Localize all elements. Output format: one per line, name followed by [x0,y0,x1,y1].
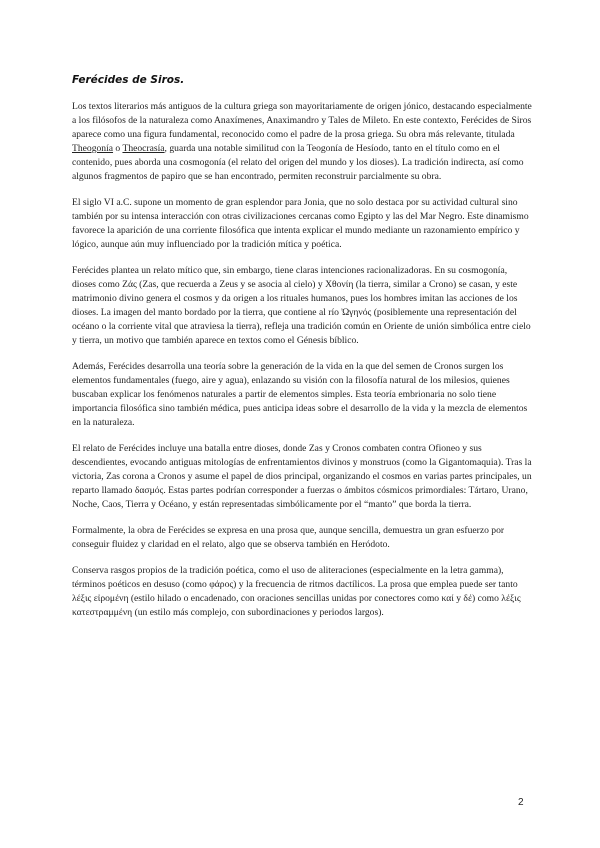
paragraph-1 [72,100,532,184]
paragraph-7: Conserva rasgos propios de la tradición poética, como el uso de aliteraciones (especialmente en la letra gamma), términos poéticos en desuso (como φάρος) y la frecuencia de ritmos dactílicos. La prosa que emplea puede ser tanto λέξις εἰρομένη (estilo hilado o encadenado, con oraciones sencillas unidas por conectores como καί y δέ) como λέξις κατεστραμμένη (un estilo más complejo, con subordinaciones y periodos largos). [72,565,521,618]
page-number: 2 [518,797,524,808]
paragraph-1-text-a: Los textos literarios más antiguos de la cultura griega son mayoritariamente de origen jónico, destacando especialmente a los filósofos de la naturaleza como Anaxímenes, Anaximandro y Tales de Mileto. En este contexto, Ferécides de Siros aparece como una figura fundamental, reconocido como el padre de la prosa griega. Su obra más relevante, titulada [72,101,532,140]
document-title: Ferécides de Siros. [72,74,185,86]
theogonia-title: Theogonía [72,143,114,154]
document-body [72,100,532,632]
paragraph-5: El relato de Ferécides incluye una batalla entre dioses, donde Zas y Cronos combaten contra Ofioneo y sus descendientes, evocando antiguas mitologías de enfrentamientos divinos y monstruos (como la Gigantomaquia). Tras la victoria, Zas corona a Cronos y asume el papel de dios principal, organizando el cosmos en varias partes principales, un reparto llamado δασμός. Estas partes podrían corresponder a fuerzas o ámbitos cósmicos primordiales: Tártaro, Urano, Noche, Caos, Tierra y Océano, y están representadas simbólicamente por el “manto” que borda la tierra. [72,443,532,510]
paragraph-4: Además, Ferécides desarrolla una teoría sobre la generación de la vida en la que del semen de Cronos surgen los elementos fundamentales (fuego, aire y agua), enlazando su visión con la filosofía natural de los milesios, quienes buscaban explicar los fenómenos naturales a partir de elementos simples. Esta teoría embrionaria no solo tiene importancia filosófica sino también médica, pues anticipa ideas sobre el desarrollo de la vida y la mezcla de elementos en la naturaleza. [72,361,528,428]
paragraph-6: Formalmente, la obra de Ferécides se expresa en una prosa que, aunque sencilla, demuestra un gran esfuerzo por conseguir fluidez y claridad en el relato, algo que se observa también en Heródoto. [72,525,505,550]
paragraph-1-text-b: o [113,143,123,154]
paragraph-2: El siglo VI a.C. supone un momento de gran esplendor para Jonia, que no solo destaca por su actividad cultural sino también por su intensa interacción con otras civilizaciones cercanas como Egipto y las del Mar Negro. Este dinamismo favorece la aparición de una corriente filosófica que intenta explicar el mundo mediante un razonamiento empírico y lógico, aunque aún muy influenciado por la tradición mítica y poética. [72,197,529,250]
paragraph-3: Ferécides plantea un relato mítico que, sin embargo, tiene claras intenciones racionalizadoras. En su cosmogonía, dioses como Ζάς (Zas, que recuerda a Zeus y se asocia al cielo) y Χθονίη (la tierra, similar a Crono) se casan, y este matrimonio divino genera el cosmos y da origen a los rituales humanos, pues los hombres imitan las acciones de los dioses. La imagen del manto bordado por la tierra, que contiene al río Ὠγηνός (posiblemente una representación del océano o la corriente vital que atraviesa la tierra), refleja una tradición común en Oriente de unión simbólica entre cielo y tierra, un motivo que también aparece en textos como el Génesis bíblico. [72,265,531,346]
theocrasia-title: Theocrasía [122,143,165,154]
paragraph-1-text-c: , guarda una notable similitud con la Teogonía de Hesíodo, tanto en el título como en el contenido, pues aborda una cosmogonía (el relato del origen del mundo y los dioses). La tradición indirecta, así como algunos fragmentos de papiro que se han encontrado, permiten reconstruir parcialmente su obra. [72,143,524,182]
